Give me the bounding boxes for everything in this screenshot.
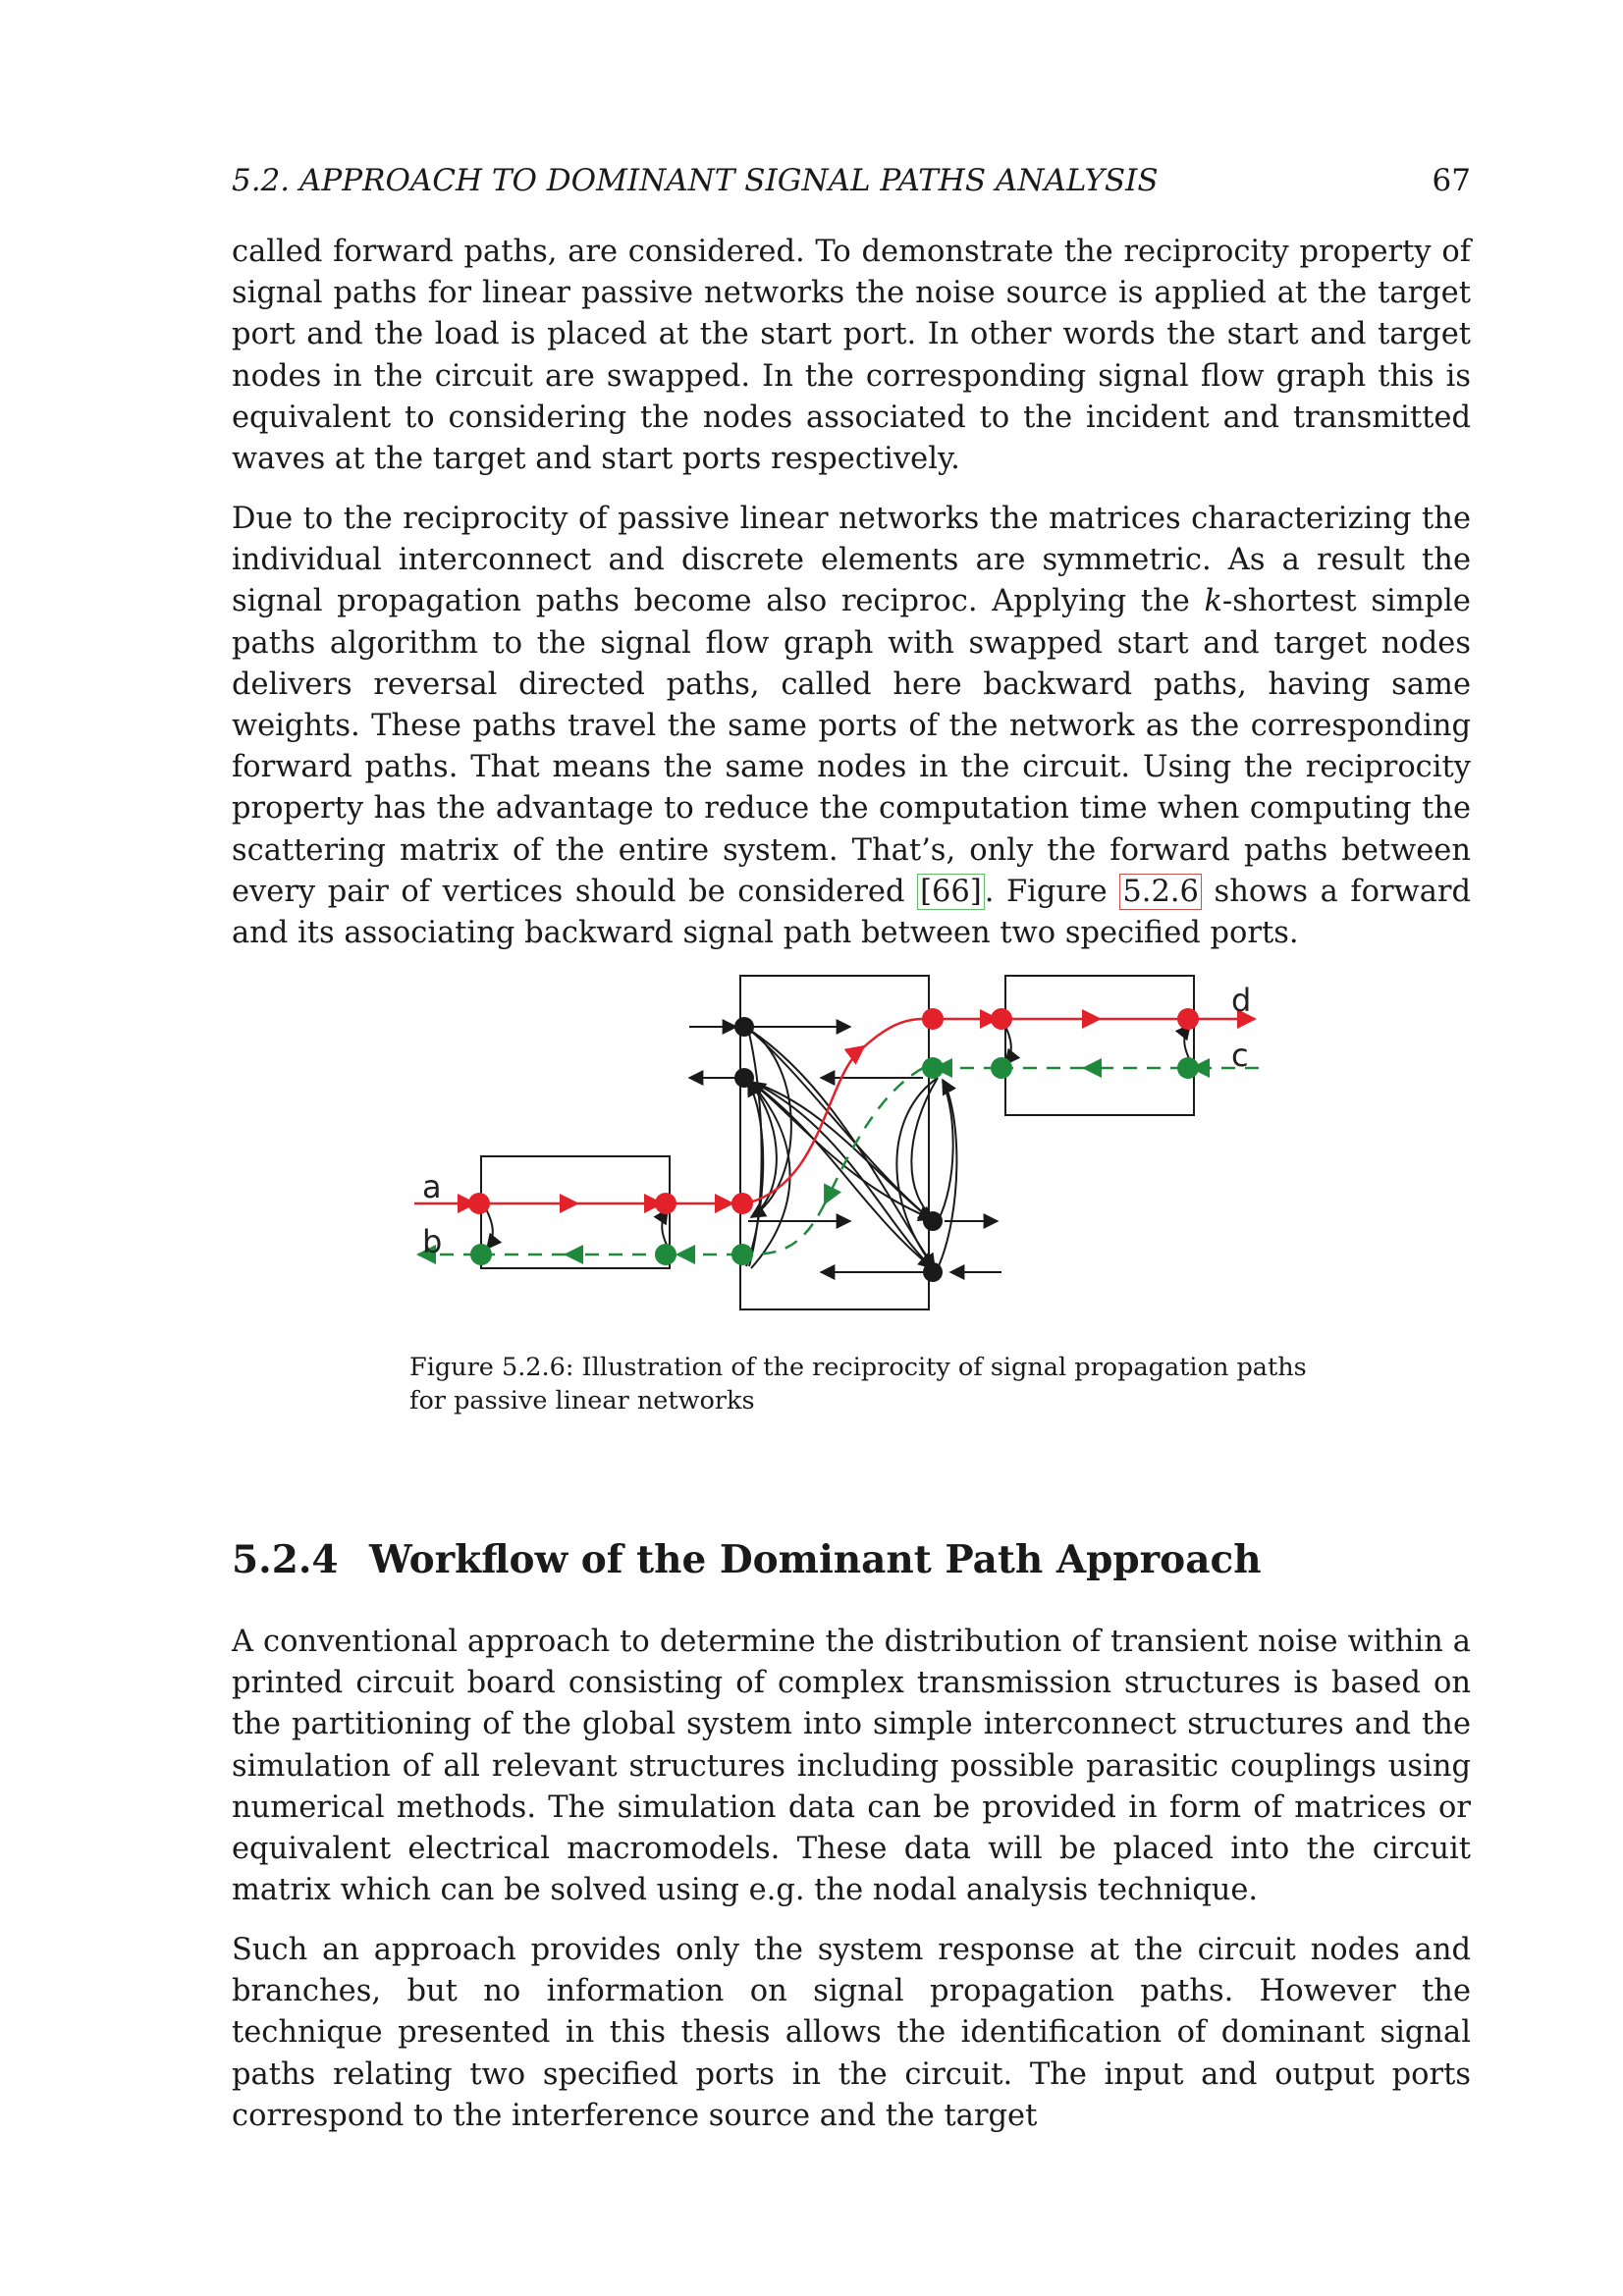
page-number: 67 — [1432, 163, 1471, 198]
label-d: d — [1231, 982, 1252, 1019]
k-variable: k — [1204, 584, 1222, 619]
nodes-green — [470, 1057, 1199, 1265]
figure-signal-paths — [412, 968, 1296, 1321]
paragraph-2-text-b: -shortest simple paths algorithm to the signal flow graph with swapped start and target nodes delivers reversal directed paths, called here backward paths, having same weights. These paths travel the same ports of the network as the corresponding forward paths. That means the same nodes in the circuit. Using the reciprocity property has the advantage to reduce the computation time when computing the scattering matrix of the entire system. That’s, only the forward paths between every pair of vertices should be considered — [232, 584, 1471, 909]
paragraph-2-text-a: Due to the reciprocity of passive linear networks the matrices characterizing the individual interconnect and discrete elements are symmetric. As a result the signal propagation paths become also reciproc. Applying the — [232, 502, 1471, 619]
label-a: a — [422, 1168, 442, 1205]
figure-ref-link[interactable]: 5.2.6 — [1119, 874, 1202, 910]
block-right — [1005, 976, 1194, 1115]
figure-caption: Figure 5.2.6: Illustration of the reciprocity of signal propagation paths for passive linear networks — [409, 1353, 1307, 1415]
section-title: Workflow of the Dominant Path Approach — [369, 1537, 1262, 1582]
forward-path — [414, 1019, 1255, 1203]
section-heading — [232, 1537, 1471, 1582]
center-external-arrows — [689, 1027, 1001, 1272]
paragraph-4: Such an approach provides only the system response at the circuit nodes and branches, but no information on signal propagation paths. However the technique presented in this thesis allows the identification of dominant signal paths relating two specified ports in the circuit. The input and output ports correspond to the interference source and the target — [232, 1933, 1471, 2133]
paragraph-2-text-c: . Figure — [984, 874, 1120, 909]
running-head — [232, 163, 1471, 202]
paragraph-1: called forward paths, are considered. To demonstrate the reciprocity property of signal paths for linear passive networks the noise source is applied at the target port and the load is placed at the start port. In other words the start and target nodes in the circuit are swapped. In the corresponding signal flow graph this is equivalent to considering the nodes associated to the incident and transmitted waves at the target and start ports respectively. — [232, 235, 1471, 477]
paragraph-2 — [232, 499, 1471, 954]
paragraph-2-text-d: shows a forward and its associating backward signal path between two specified ports. — [232, 874, 1471, 951]
port-loops — [485, 1023, 1192, 1251]
section-number: 5.2.4 — [232, 1537, 339, 1582]
paragraph-3: A conventional approach to determine the distribution of transient noise within a printed circuit board consisting of complex transmission structures is based on the partitioning of the global system into simple interconnect structures and the simulation of all relevant structures including possible parasitic couplings using numerical methods. The simulation data can be provided in form of matrices or equivalent electrical macromodels. These data will be placed into the circuit matrix which can be solved using e.g. the nodal analysis technique. — [232, 1625, 1471, 1908]
block-left — [481, 1156, 670, 1268]
label-b: b — [422, 1223, 443, 1260]
signal-flow-diagram — [412, 968, 1296, 1321]
citation-link[interactable]: [66] — [917, 874, 985, 910]
running-head-title: 5.2. APPROACH TO DOMINANT SIGNAL PATHS ANALYSIS — [232, 163, 1159, 198]
label-c: c — [1231, 1037, 1249, 1074]
